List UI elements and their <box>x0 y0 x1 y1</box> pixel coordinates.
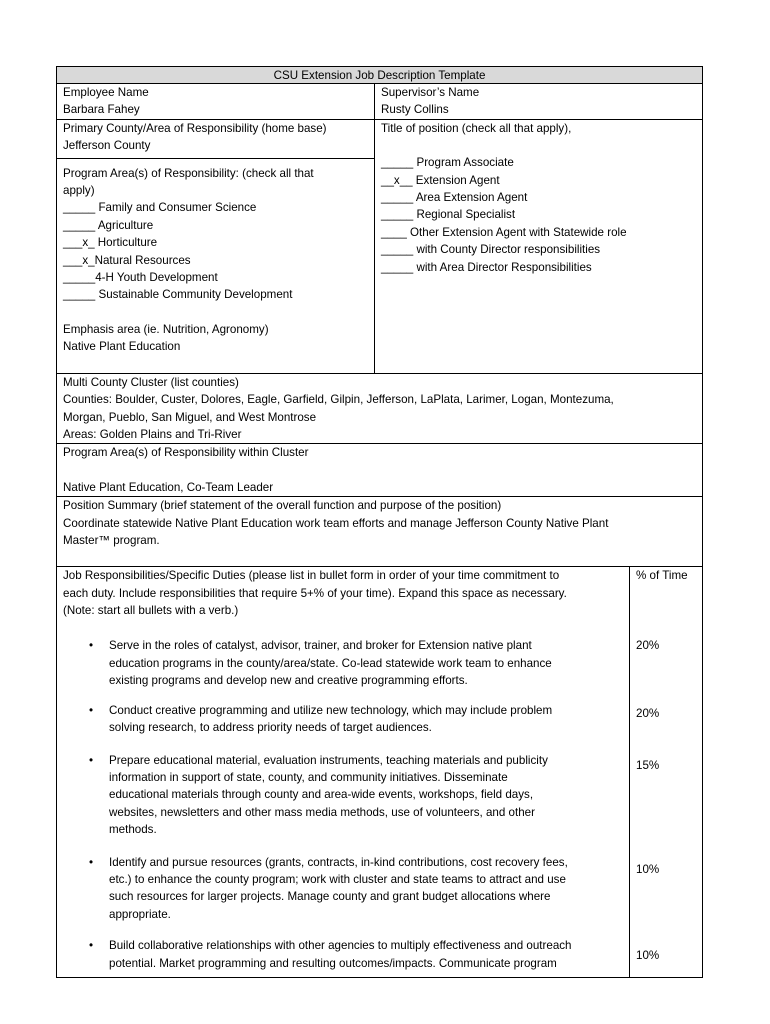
emphasis-value: Native Plant Education <box>63 340 181 354</box>
position-summary-row <box>57 497 702 567</box>
bullet-icon: • <box>89 753 94 767</box>
cluster-program-value: Native Plant Education, Co-Team Leader <box>63 480 274 494</box>
duty-percent: 20% <box>636 638 660 652</box>
position-summary-line-2: Master™ program. <box>63 534 160 548</box>
multi-county-counties-2: Morgan, Pueblo, San Miguel, and West Montrose <box>63 410 317 424</box>
bullet-icon: • <box>89 939 94 953</box>
duties-cell <box>57 567 630 977</box>
program-area-option: ___x_Natural Resources <box>63 253 191 267</box>
position-title-option: _____ Program Associate <box>381 156 514 170</box>
duties-header-1: Job Responsibilities/Specific Duties (please list in bullet form in order of your time commitment to <box>63 569 560 583</box>
position-summary-line-1: Coordinate statewide Native Plant Education work team efforts and manage Jefferson County Native Plant <box>63 516 609 530</box>
duty-bullet: • Identify and pursue resources (grants, contracts, in-kind contributions, cost recovery fees, etc.) to enhance the county program; work with cluster and state teams to attract and use such resources for larger projects. Manage county and grant budget allocations where appropriate. <box>89 855 568 921</box>
program-area-option: _____ Family and Consumer Science <box>63 201 257 215</box>
position-title-option: _____ with Area Director Responsibilities <box>381 260 592 274</box>
multi-county-row <box>57 374 702 445</box>
employee-label: Employee Name <box>63 86 149 99</box>
supervisor-value: Rusty Collins <box>381 103 449 117</box>
duties-header-3: (Note: start all bullets with a verb.) <box>63 604 239 618</box>
supervisor-cell <box>375 84 702 119</box>
multi-county-label: Multi County Cluster (list counties) <box>63 375 239 389</box>
duty-percent: 15% <box>636 759 660 773</box>
duty-bullet: • Prepare educational material, evaluation instruments, teaching materials and publicity information in support of state, county, and community initiatives. Disseminate educational materials through county and area-wide events, workshops, field days, websites, newsletters and other mass media methods, use of volunteers, and other methods. <box>89 753 548 837</box>
county-title-row <box>57 120 702 374</box>
duties-row <box>57 567 702 977</box>
position-title-option: _____ with County Director responsibilities <box>381 243 601 257</box>
position-title-option: __x__ Extension Agent <box>381 173 500 187</box>
county-program-cell <box>57 120 375 373</box>
duty-bullet: • Serve in the roles of catalyst, advisor, trainer, and broker for Extension native plant education programs in the county/area/state. Co-lead statewide work team to enhance existing programs and develop new and creative programming efforts. <box>89 639 552 688</box>
program-areas-label-1: Program Area(s) of Responsibility: (check all that <box>63 166 314 180</box>
duty-percent: 10% <box>636 949 660 963</box>
position-summary-label: Position Summary (brief statement of the overall function and purpose of the position) <box>63 499 502 513</box>
employee-value: Barbara Fahey <box>63 103 140 117</box>
duty-percent: 10% <box>636 862 660 876</box>
position-title-cell <box>375 120 702 373</box>
program-areas-label-2: apply) <box>63 184 95 198</box>
position-title-label: Title of position (check all that apply), <box>381 121 572 135</box>
percent-time-cell <box>630 567 702 977</box>
bullet-icon: • <box>89 855 94 869</box>
position-title-option: ____ Other Extension Agent with Statewide role <box>381 225 627 239</box>
employee-cell <box>57 84 375 119</box>
duties-header-2: each duty. Include responsibilities that require 5+% of your time). Expand this space as necessary. <box>63 586 567 600</box>
program-area-option: _____4-H Youth Development <box>63 271 218 285</box>
duty-bullet: • Build collaborative relationships with other agencies to multiply effectiveness and outreach potential. Market programming and resulting outcomes/impacts. Communicate program <box>89 939 572 970</box>
bullet-icon: • <box>89 639 94 653</box>
program-areas-block <box>57 158 374 356</box>
form-title: CSU Extension Job Description Template <box>57 67 702 84</box>
multi-county-areas: Areas: Golden Plains and Tri-River <box>63 428 242 442</box>
duty-percent: 20% <box>636 707 660 721</box>
position-title-option: _____ Area Extension Agent <box>381 191 528 205</box>
supervisor-label: Supervisor’s Name <box>381 86 480 99</box>
percent-time-header: % of Time <box>636 569 688 583</box>
cluster-program-row <box>57 444 702 497</box>
program-area-option: ___x_ Horticulture <box>63 236 158 250</box>
emphasis-label: Emphasis area (ie. Nutrition, Agronomy) <box>63 322 269 336</box>
cluster-program-label: Program Area(s) of Responsibility within Cluster <box>63 446 309 460</box>
primary-county-label: Primary County/Area of Responsibility (home base) <box>63 121 327 135</box>
names-row <box>57 84 702 120</box>
primary-county-value: Jefferson County <box>63 139 151 153</box>
multi-county-counties-1: Counties: Boulder, Custer, Dolores, Eagle, Garfield, Gilpin, Jefferson, LaPlata, Larimer, Logan, Montezuma, <box>63 393 614 407</box>
program-area-option: _____ Agriculture <box>63 218 154 232</box>
position-title-option: _____ Regional Specialist <box>381 208 516 222</box>
duty-bullet: • Conduct creative programming and utilize new technology, which may include problem solving research, to address priority needs of target audiences. <box>89 703 553 735</box>
job-description-form <box>56 66 703 978</box>
program-area-option: _____ Sustainable Community Development <box>63 288 293 302</box>
bullet-icon: • <box>89 703 94 717</box>
